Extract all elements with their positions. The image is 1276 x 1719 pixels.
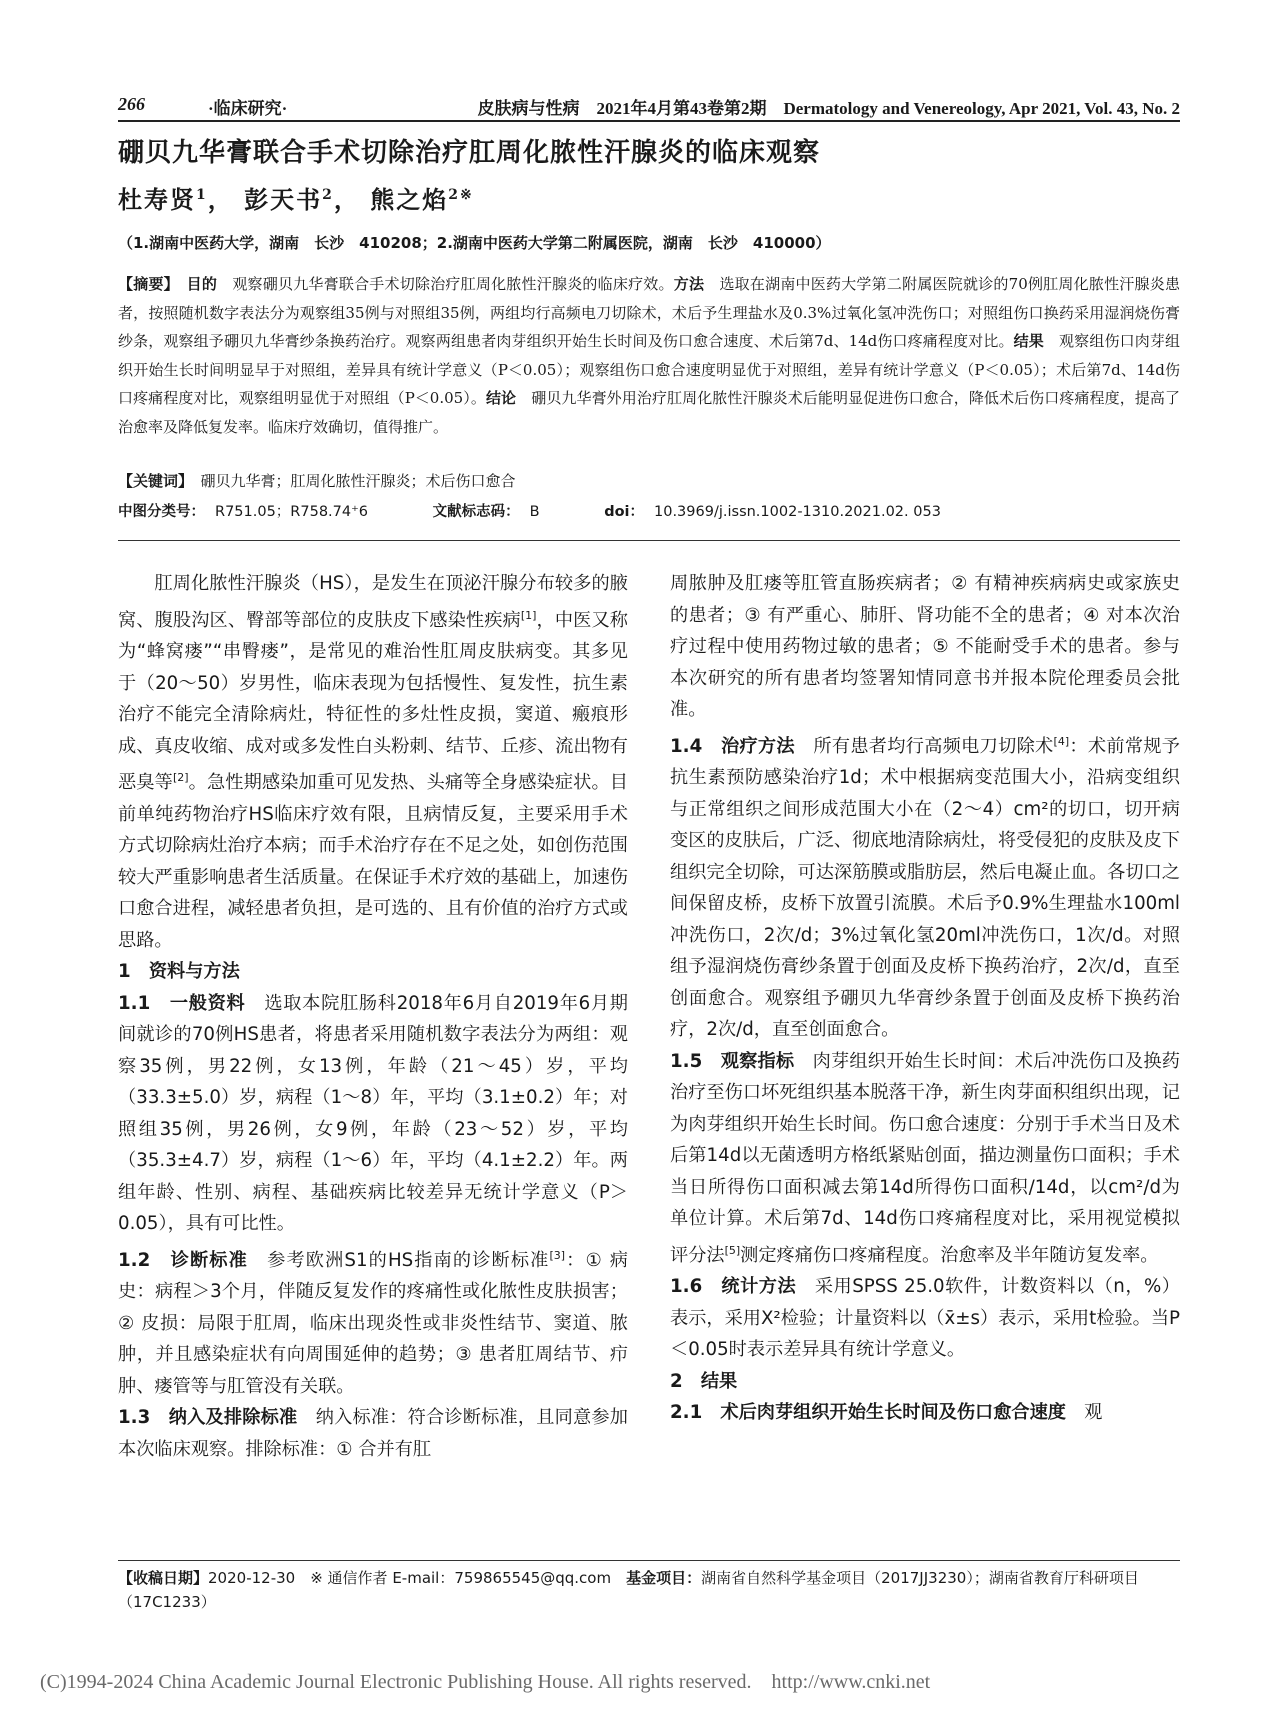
clc-label: 中图分类号：: [118, 504, 205, 520]
keywords-text: 硼贝九华膏；肛周化脓性汗腺炎；术后伤口愈合: [200, 472, 516, 490]
subsection-text: ：术前常规予抗生素预防感染治疗1d；术中根据病变范围大小，沿病变组织与正常组织之间形成范围大小在（2～4）cm²的切口，切开病变区的皮肤后，广泛、彻底地清除病灶，将受侵犯的皮肤及皮下组织完全切除，可达深筋膜或脂肪层，然后电凝止血。各切口之间保留皮桥，皮桥下放置引流膜。术后予0.9%生理盐水100ml冲洗伤口，2次/d；3%过氧化氢20ml冲洗伤口，1次/d。对照组予湿润烧伤膏纱条置于创面及皮桥下换药治疗，2次/d，直至创面愈合。观察组予硼贝九华膏纱条置于创面及皮桥下换药治疗，2次/d，直至创面愈合。: [670, 735, 1180, 1041]
doc-code: B: [529, 504, 540, 520]
abstract-label: 【摘要】: [118, 275, 172, 293]
subsection-1-2: [118, 1240, 628, 1403]
section-heading: 2 结果: [670, 1370, 738, 1392]
subsection-heading: 1.1 一般资料: [118, 992, 246, 1014]
keywords-label: 【关键词】: [118, 472, 186, 490]
author-mark: 1: [196, 187, 208, 203]
subsection-heading: 1.2 诊断标准: [118, 1249, 248, 1271]
doi: 10.3969/j.issn.1002-1310.2021.02. 053: [654, 504, 941, 520]
intro-text: ，中医又称为“蜂窝瘘”“串臀瘘”，是常见的难治性肛周皮肤病变。其多见于（20～50）岁男性，临床表现为包括慢性、复发性，抗生素治疗不能完全清除病灶，特征性的多灶性皮损，窦道、瘢痕形成、真皮收缩、成对或多发性白头粉刺、结节、丘疹、流出物有恶臭等: [118, 609, 628, 794]
citation: [5]: [724, 1243, 741, 1257]
conclusion-label: 结论: [485, 389, 517, 407]
intro-text: 。急性期感染加重可见发热、头痛等全身感染症状。目前单纯药物治疗HS临床疗效有限，且病情反复，主要采用手术方式切除病灶治疗本病；而手术治疗存在不足之处，如创伤范围较大严重影响患者生活质量。在保证手术疗效的基础上，加速伤口愈合进程，减轻患者负担，是可选的、且有价值的治疗方式或思路。: [118, 772, 628, 951]
citation: [4]: [1053, 734, 1070, 748]
subsection-1-5: [670, 1046, 1180, 1272]
article-title: 硼贝九华膏联合手术切除治疗肛周化脓性汗腺炎的临床观察: [118, 138, 821, 168]
conclusion-text: 硼贝九华膏外用治疗肛周化脓性汗腺炎术后能明显促进伤口愈合，降低术后伤口疼痛程度，提高了治愈率及降低复发率。临床疗效确切，值得推广。: [118, 389, 1180, 436]
subsection-1-1: [118, 988, 628, 1240]
continued-paragraph: 周脓肿及肛瘘等肛管直肠疾病者；② 有精神疾病病史或家族史的患者；③ 有严重心、肺肝、肾功能不全的患者；④ 对本次治疗过程中使用药物过敏的患者；⑤ 不能耐受手术的患者。参与本次研究的所有患者均签署知情同意书并报本院伦理委员会批准。: [670, 573, 1180, 720]
affiliation: （1.湖南中医药大学，湖南 长沙 410208；2.湖南中医药大学第二附属医院，湖南 长沙 410000）: [118, 234, 831, 252]
footnote: [118, 1566, 1180, 1614]
header-rule: [118, 120, 1180, 122]
copyright-notice: (C)1994-2024 China Academic Journal Electronic Publishing House. All rights reserved. http://www.cnki.net: [40, 1671, 931, 1693]
subsection-heading: 1.6 统计方法: [670, 1276, 797, 1298]
subsection-text: 观: [1065, 1402, 1103, 1424]
author-name: 熊之焰: [370, 185, 449, 214]
subsection-1-4: [670, 726, 1180, 1046]
subsection-text: 纳入标准：符合诊断标准，且同意参加本次临床观察。排除标准：① 合并有肛: [118, 1407, 628, 1460]
page-number: 266: [118, 94, 145, 114]
abstract-separator: [118, 540, 1180, 541]
clc-code: R751.05；R758.74⁺6: [215, 504, 369, 520]
fund-label: 基金项目：: [626, 1569, 702, 1587]
subsection-text: 选取本院肛肠科2018年6月自2019年6月期间就诊的70例HS患者，将患者采用随机数字表法分为两组：观察35例，男22例，女13例，年龄（21～45）岁，平均（33.3±5.0）岁，病程（1～8）年，平均（3.1±0.2）年；对照组35例，男26例，女9例，年龄（23～52）岁，平均（35.3±4.7）岁，病程（1～6）年，平均（4.1±2.2）年。两组年龄、性别、病程、基础疾病比较差异无统计学意义（P＞0.05），具有可比性。: [118, 992, 628, 1235]
author-mark: 2※: [448, 187, 474, 203]
running-header: [118, 92, 1180, 122]
citation: [3]: [549, 1248, 566, 1262]
doc-code-label: 文献标志码：: [432, 504, 520, 520]
author-name: 彭天书: [244, 185, 323, 214]
column-label: ·临床研究·: [208, 99, 288, 118]
received-date: 2020-12-30: [208, 1569, 296, 1587]
author-list: 杜寿贤$^1$， 彭天书$^2$， 熊之焰$^{2※}$: [118, 185, 474, 214]
subsection-heading: 2.1 术后肉芽组织开始生长时间及伤口愈合速度: [670, 1402, 1066, 1424]
fund-text: 湖南省自然科学基金项目（2017JJ3230）；湖南省教育厅科研项目（17C1233）: [118, 1569, 1139, 1611]
subsection-text: 采用SPSS 25.0软件，计数资料以（n，%）表示，采用X²检验；计量资料以（x̄±s）表示，采用t检验。当P＜0.05时表示差异具有统计学意义。: [670, 1276, 1180, 1361]
subsection-text: 肉芽组织开始生长时间：术后冲洗伤口及换药治疗至伤口坏死组织基本脱落干净，新生肉芽面积组织出现，记为肉芽组织开始生长时间。伤口愈合速度：分别于手术当日及术后第14d以无菌透明方格纸紧贴创面，描边测量伤口面积；手术当日所得伤口面积减去第14d所得伤口面积/14d，以cm²/d为单位计算。术后第7d、14d伤口疼痛程度对比，采用视觉模拟评分法: [670, 1050, 1180, 1266]
classification-line: [118, 500, 1180, 521]
keywords: [118, 470, 1180, 491]
method-text: 选取在湖南中医药大学第二附属医院就诊的70例肛周化脓性汗腺炎患者，按照随机数字表法分为观察组35例与对照组35例，两组均行高频电刀切除术，术后予生理盐水及0.3%过氧化氢冲洗伤口；对照组伤口换药采用湿润烧伤膏纱条，观察组予硼贝九华膏纱条换药治疗。观察两组患者肉芽组织开始生长时间及伤口愈合速度、术后第7d、14d伤口疼痛程度对比。: [118, 275, 1180, 350]
corresponding-author: ※ 通信作者 E-mail：759865545@qq.com: [310, 1569, 612, 1587]
section-heading: 1 资料与方法: [118, 961, 240, 983]
subsection-2-1: [670, 1397, 1180, 1429]
subsection-text: ：① 病史：病程＞3个月，伴随反复发作的疼痛性或化脓性皮肤损害；② 皮损：局限于肛周，临床出现炎性或非炎性结节、窦道、脓肿，并且感染症状有向周围延伸的趋势；③ 患者肛周结节、疖肿、瘘管等与肛管没有关联。: [118, 1249, 628, 1397]
intro-paragraph: [118, 568, 628, 956]
abstract: [118, 270, 1180, 441]
subsection-heading: 1.4 治疗方法: [670, 735, 795, 757]
author-mark: 2: [322, 187, 334, 203]
footnote-rule: [118, 1560, 1180, 1561]
citation: [2]: [172, 771, 189, 785]
subsection-heading: 1.5 观察指标: [670, 1050, 795, 1072]
body-column-left: [118, 568, 628, 1465]
journal-info: 皮肤病与性病 2021年4月第43卷第2期 Dermatology and Venereology, Apr 2021, Vol. 43, No. 2: [477, 99, 1180, 118]
subsection-text: 测定疼痛伤口疼痛程度。治愈率及半年随访复发率。: [740, 1244, 1159, 1266]
doi-label: doi：: [604, 504, 644, 520]
subsection-1-3: [118, 1402, 628, 1465]
received-label: 【收稿日期】: [118, 1569, 209, 1587]
subsection-text: 参考欧洲S1的HS指南的诊断标准: [247, 1249, 550, 1271]
citation: [1]: [520, 608, 537, 622]
result-label: 结果: [1013, 332, 1044, 350]
subsection-text: 所有患者均行高频电刀切除术: [794, 735, 1054, 757]
subsection-1-6: [670, 1271, 1180, 1366]
result-text: 观察组伤口肉芽组织开始生长时间明显早于对照组，差异具有统计学意义（P＜0.05）；观察组伤口愈合速度明显优于对照组，差异有统计学意义（P＜0.05）；术后第7d、14d伤口疼痛程度对比，观察组明显优于对照组（P＜0.05）。: [118, 332, 1180, 407]
body-column-right: [670, 568, 1180, 1429]
method-label: 方法: [673, 275, 705, 293]
intro-text: 肛周化脓性汗腺炎（HS），是发生在顶泌汗腺分布较多的腋窝、腹股沟区、臀部等部位的皮肤皮下感染性疾病: [118, 573, 628, 631]
purpose-text: 观察硼贝九华膏联合手术切除治疗肛周化脓性汗腺炎的临床疗效。: [232, 275, 674, 293]
purpose-label: 目的: [186, 275, 218, 293]
author-name: 杜寿贤: [118, 185, 196, 214]
subsection-heading: 1.3 纳入及排除标准: [118, 1407, 298, 1429]
